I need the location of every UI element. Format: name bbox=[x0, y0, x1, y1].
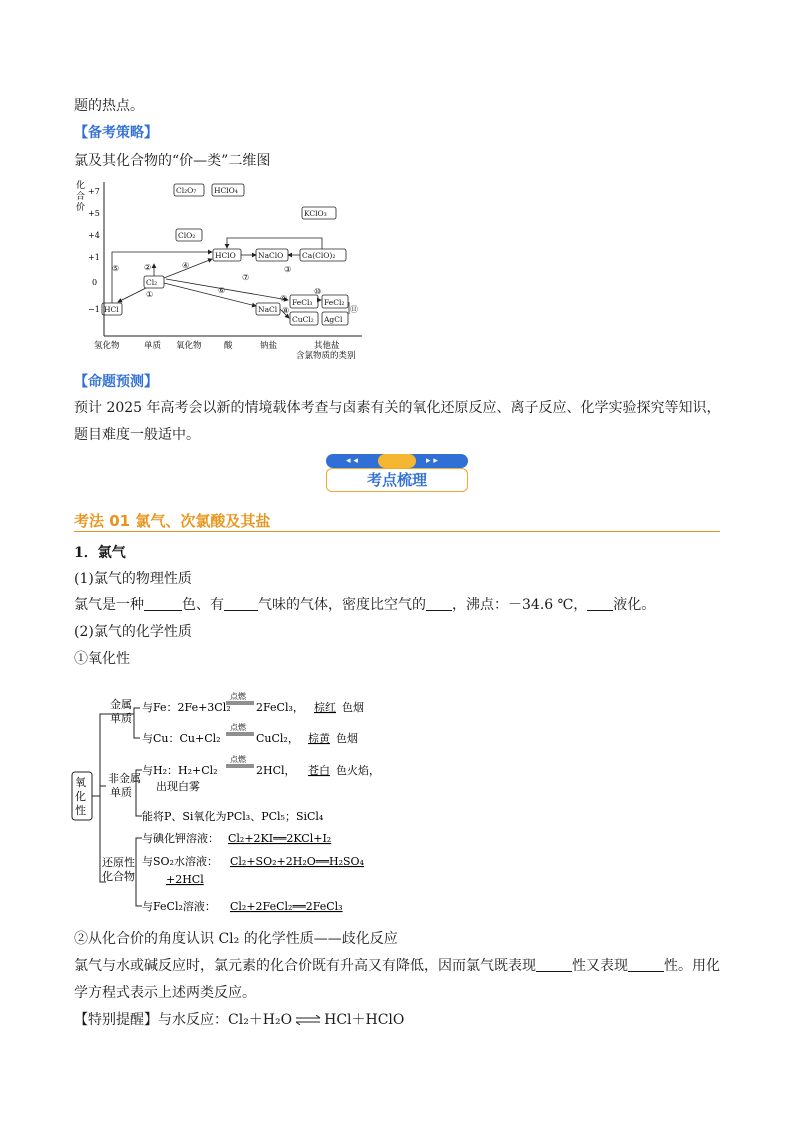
branch-metal-2: 单质 bbox=[110, 712, 132, 725]
x-category: 酸 bbox=[224, 341, 233, 351]
species-cl2: Cl₂ bbox=[146, 278, 158, 287]
so2-eq-2: +2HCl bbox=[166, 873, 204, 886]
blank-odor[interactable] bbox=[224, 595, 258, 611]
blank-property-1[interactable] bbox=[536, 956, 572, 972]
ignite-1: 点燃 bbox=[230, 692, 246, 701]
prediction-line-1: 预计 2025 年高考会以新的情境载体考查与卤素有关的氧化还原反应、离子反应、化学实验探究等知识， bbox=[74, 400, 721, 416]
circled-6: ⑥ bbox=[218, 286, 226, 295]
dis-text-a: 氯气与水或碱反应时，氯元素的化合价既有升高又有降低，因而氯气既表现 bbox=[74, 958, 536, 974]
circled-7: ⑦ bbox=[242, 273, 250, 282]
fe-product: 2FeCl₃， bbox=[256, 701, 304, 714]
section-1-title: 1．氯气 bbox=[74, 545, 126, 561]
species-kclo3: KClO₃ bbox=[304, 209, 327, 218]
disproportion-line-2: 学方程式表示上述两类反应。 bbox=[74, 985, 256, 1001]
circled-10: ⑩ bbox=[314, 287, 322, 296]
h2-prefix: 与H₂：H₂+Cl₂ bbox=[142, 764, 218, 777]
branch-reducing-1: 还原性 bbox=[102, 856, 135, 869]
arrows-right-icon: ▸ ▸ bbox=[426, 456, 438, 466]
species-naclo: NaClO bbox=[258, 251, 284, 260]
circled-1: ① bbox=[146, 290, 154, 299]
ignite-3: 点燃 bbox=[230, 755, 246, 764]
circled-3: ③ bbox=[284, 265, 292, 274]
y-axis-char-1: 化 bbox=[76, 181, 86, 191]
equilibrium-arrow-icon bbox=[294, 1015, 322, 1025]
circled-4: ④ bbox=[182, 261, 190, 270]
root-char-3: 性 bbox=[75, 804, 86, 817]
banner-title: 考点梳理 bbox=[326, 468, 468, 492]
ki-eq: Cl₂+2KI══2KCl+I₂ bbox=[228, 832, 332, 845]
tip-label: 【特别提醒】 bbox=[74, 1012, 158, 1028]
special-tip bbox=[74, 1010, 404, 1030]
text-a: 氯气是一种 bbox=[74, 597, 144, 613]
blank-color[interactable] bbox=[144, 595, 182, 611]
y-axis-char-2: 合 bbox=[76, 192, 86, 202]
law-title: 考法 01 氯气、次氯酸及其盐 bbox=[74, 512, 271, 530]
x-category: 钠盐 bbox=[260, 341, 278, 351]
y-axis-char-3: 价 bbox=[76, 203, 86, 213]
text-b: 色、有 bbox=[182, 597, 224, 613]
physical-properties-text bbox=[74, 595, 655, 615]
x-category: 氧化物 bbox=[176, 341, 202, 351]
circled-5: ⑤ bbox=[112, 264, 120, 273]
branch-nonmetal-1: 非金属 bbox=[108, 772, 141, 785]
circled-9: ⑨ bbox=[280, 294, 288, 303]
species-cucl2: CuCl₂ bbox=[292, 315, 314, 324]
law-underline bbox=[74, 531, 720, 532]
valence-class-diagram bbox=[66, 176, 370, 362]
strategy-subtitle: 氯及其化合物的“价—类”二维图 bbox=[74, 153, 271, 169]
prediction-heading: 【命题预测】 bbox=[74, 374, 158, 390]
cu-prefix: 与Cu：Cu+Cl₂ bbox=[142, 732, 221, 745]
y-tick: +5 bbox=[88, 209, 100, 218]
text-c: 气味的气体，密度比空气的 bbox=[258, 597, 426, 613]
cu-color: 棕黄 bbox=[308, 732, 330, 745]
cu-product: CuCl₂， bbox=[256, 732, 299, 745]
circled-8: ⑧ bbox=[282, 306, 290, 315]
ki-prefix: 与碘化钾溶液： bbox=[142, 832, 219, 845]
species-clo2: ClO₂ bbox=[178, 231, 196, 240]
root-char-1: 氧 bbox=[75, 776, 86, 789]
ignite-2: 点燃 bbox=[230, 723, 246, 732]
oxidizing-subtitle: ①氧化性 bbox=[74, 651, 130, 667]
h2-product: 2HCl， bbox=[256, 764, 296, 777]
disproportion-line-1 bbox=[74, 956, 720, 976]
x-category: 其他盐 bbox=[314, 341, 340, 351]
species-nacl: NaCl bbox=[258, 305, 278, 314]
h2-tail: 色火焰， bbox=[336, 764, 380, 777]
h2-line-2: 出现白雾 bbox=[156, 780, 200, 793]
x-axis-label: 含氯物质的类别 bbox=[296, 351, 356, 361]
physical-properties-title: (1)氯气的物理性质 bbox=[74, 571, 192, 587]
fecl2-eq: Cl₂+2FeCl₂══2FeCl₃ bbox=[230, 900, 343, 913]
species-agcl: AgCl bbox=[324, 315, 343, 324]
tip-text-a: 与水反应：Cl₂＋H₂O bbox=[158, 1012, 293, 1028]
arrows-left-icon: ◂ ◂ bbox=[346, 456, 358, 466]
oxidizing-tree bbox=[70, 688, 410, 920]
x-category: 氢化物 bbox=[94, 341, 120, 351]
blank-property-2[interactable] bbox=[628, 956, 664, 972]
root-char-2: 化 bbox=[75, 790, 86, 803]
species-fecl3: FeCl₃ bbox=[292, 298, 313, 307]
intro-tail: 题的热点。 bbox=[74, 98, 144, 114]
y-tick: 0 bbox=[92, 278, 98, 287]
ps-line: 能将P、Si氧化为PCl₃、PCl₅；SiCl₄ bbox=[142, 810, 324, 823]
species-hclo: HClO bbox=[215, 251, 236, 260]
so2-eq: Cl₂+SO₂+2H₂O══H₂SO₄ bbox=[230, 855, 364, 868]
fe-tail: 色烟 bbox=[342, 701, 364, 714]
text-e: 液化。 bbox=[613, 597, 656, 613]
circled-11: ⑪ bbox=[350, 305, 358, 314]
banner-tab bbox=[378, 454, 416, 468]
dis-text-c: 性。用化 bbox=[664, 958, 720, 974]
species-cl2o7: Cl₂O₇ bbox=[176, 186, 197, 195]
chemical-properties-title: (2)氯气的化学性质 bbox=[74, 624, 192, 640]
section-banner bbox=[326, 454, 468, 494]
branch-metal-1: 金属 bbox=[110, 698, 132, 711]
fe-prefix: 与Fe：2Fe+3Cl₂ bbox=[142, 701, 231, 714]
branch-nonmetal-2: 单质 bbox=[110, 786, 132, 799]
cu-tail: 色烟 bbox=[336, 732, 358, 745]
circled-2: ② bbox=[144, 263, 152, 272]
fecl2-prefix: 与FeCl₂溶液： bbox=[142, 900, 216, 913]
y-tick: +4 bbox=[88, 231, 100, 240]
x-category: 单质 bbox=[144, 341, 162, 351]
blank-density[interactable] bbox=[426, 595, 452, 611]
dis-text-b: 性又表现 bbox=[572, 958, 628, 974]
y-tick: −1 bbox=[88, 305, 100, 314]
y-tick: +1 bbox=[88, 253, 100, 262]
species-hcl: HCl bbox=[104, 305, 119, 314]
text-d: ，沸点：－34.6 ℃， bbox=[452, 597, 588, 613]
species-caclo2: Ca(ClO)₂ bbox=[302, 251, 336, 260]
h2-color: 苍白 bbox=[308, 764, 330, 777]
tip-text-b: HCl＋HClO bbox=[324, 1012, 405, 1028]
species-fecl2: FeCl₂ bbox=[324, 298, 345, 307]
prediction-line-2: 题目难度一般适中。 bbox=[74, 427, 200, 443]
so2-prefix: 与SO₂水溶液： bbox=[142, 855, 218, 868]
species-hclo4: HClO₄ bbox=[214, 186, 238, 195]
fe-color: 棕红 bbox=[314, 701, 336, 714]
blank-liquefy[interactable] bbox=[587, 595, 613, 611]
strategy-heading: 【备考策略】 bbox=[74, 125, 158, 141]
y-tick: +7 bbox=[88, 187, 100, 196]
branch-reducing-2: 化合物 bbox=[102, 870, 135, 883]
disproportion-title: ②从化合价的角度认识 Cl₂ 的化学性质——歧化反应 bbox=[74, 931, 398, 947]
